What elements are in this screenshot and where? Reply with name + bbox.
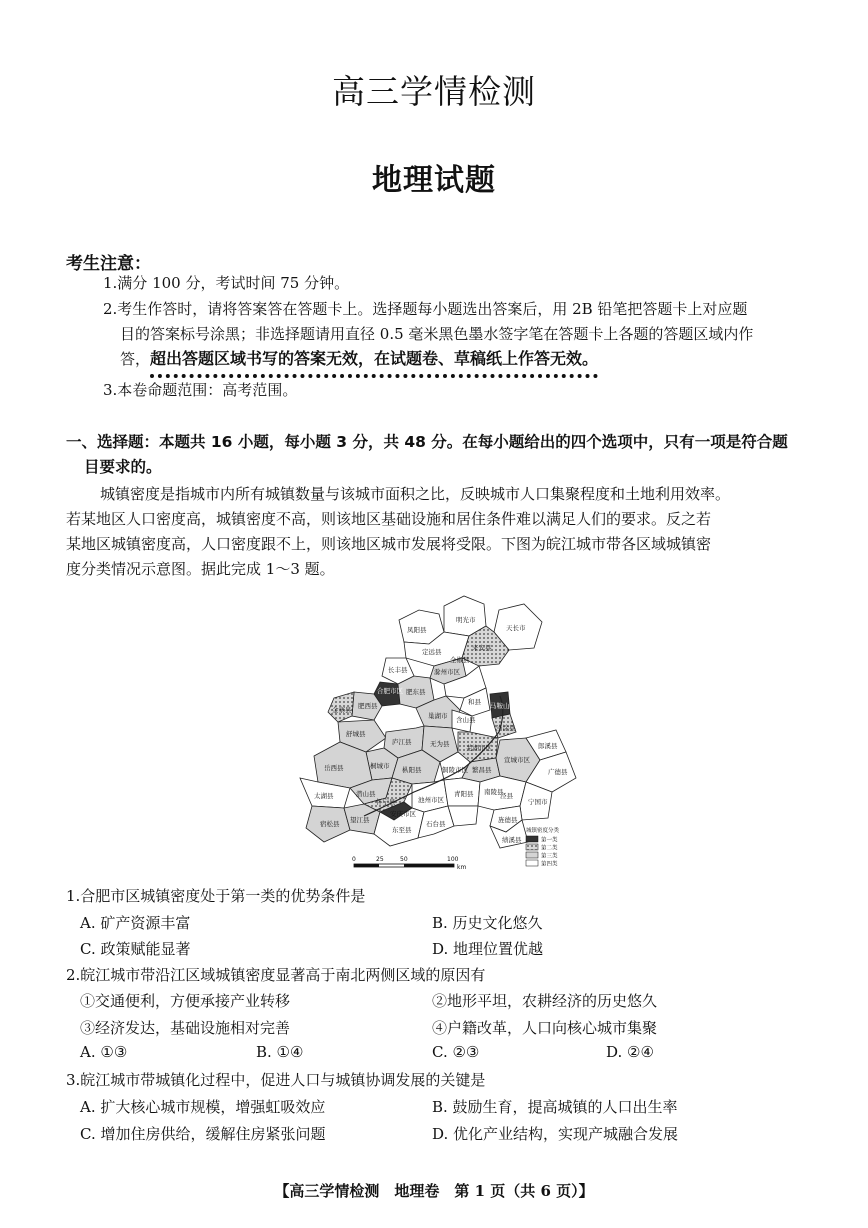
map-label: 肥东县 xyxy=(406,688,426,696)
scale-tick: 0 xyxy=(352,856,356,863)
passage-line-3: 某地区城镇密度高，人口密度跟不上，则该地区城市发展将受限。下图为皖江城市带各区域城镇密 xyxy=(66,535,712,553)
map-label: 宁国市 xyxy=(528,798,548,806)
notice-heading: 考生注意： xyxy=(66,254,151,274)
scale-tick: 25 xyxy=(376,856,384,863)
map-label: 肥西县 xyxy=(358,702,378,710)
notice-item-2-cont: 目的答案标号涂黑；非选择题请用直径 0.5 毫米黑色墨水签字笔在答题卡上各题的答题区域内作 xyxy=(120,325,754,343)
q3-option-b: B. 鼓励生育，提高城镇的人口出生率 xyxy=(432,1098,678,1116)
exam-title: 高三学情检测 xyxy=(332,72,536,111)
map-label: 繁昌县 xyxy=(472,766,492,774)
map-label: 含山县 xyxy=(456,716,476,724)
notice-item-2-tail: 答， xyxy=(120,350,151,368)
map-label: 马鞍山市区 xyxy=(490,702,523,710)
q2-option-c: C. ②③ xyxy=(432,1043,480,1061)
map-label: 明光市 xyxy=(456,616,476,624)
map-label: 宿松县 xyxy=(320,820,340,828)
map-label: 潜山县 xyxy=(356,790,376,798)
q1-option-d: D. 地理位置优越 xyxy=(432,940,544,958)
question-1-stem: 1.合肥市区城镇密度处于第一类的优势条件是 xyxy=(66,887,366,905)
map-label: 天长市 xyxy=(506,624,526,632)
scale-tick: 50 xyxy=(400,856,408,863)
map-label: 青阳县 xyxy=(454,790,474,798)
legend-title: 城镇密度分类 xyxy=(526,828,560,834)
q1-option-c: C. 政策赋能显著 xyxy=(80,940,191,958)
q2-option-a: A. ①③ xyxy=(80,1043,128,1061)
q2-statement-3: ③经济发达，基础设施相对完善 xyxy=(80,1019,291,1037)
notice-item-2: 2.考生作答时，请将答案答在答题卡上。选择题每小题选出答案后，用 2B 铅笔把答题卡上对应题 xyxy=(103,300,748,318)
notice-item-3: 3.本卷命题范围：高考范围。 xyxy=(103,381,298,399)
map-label: 望江县 xyxy=(350,816,370,824)
question-3-stem: 3.皖江城市带城镇化过程中，促进人口与城镇协调发展的关键是 xyxy=(66,1071,486,1089)
map-label: 无为县 xyxy=(430,740,450,748)
page-footer: 【高三学情检测 地理卷 第 1 页（共 6 页）】 xyxy=(274,1182,594,1200)
section-heading: 一、选择题：本题共 16 小题，每小题 3 分，共 48 分。在每小题给出的四个选项中，只有一项是符合题 xyxy=(66,433,788,451)
map-label: 舒城县 xyxy=(346,730,366,738)
legend-item: 第三类 xyxy=(541,853,558,860)
map-label: 东至县 xyxy=(392,826,412,834)
q2-statement-1: ①交通便利，方便承接产业转移 xyxy=(80,992,291,1010)
q2-statement-2: ②地形平坦，农耕经济的历史悠久 xyxy=(432,992,658,1010)
map-label: 凤阳县 xyxy=(407,626,427,634)
map-label: 来安县 xyxy=(472,644,492,652)
subject-title: 地理试题 xyxy=(372,163,496,198)
q3-option-a: A. 扩大核心城市规模，增强虹吸效应 xyxy=(80,1098,326,1116)
q2-statement-4: ④户籍改革，人口向核心城市集聚 xyxy=(432,1019,658,1037)
map-svg xyxy=(294,592,580,878)
legend-item: 第四类 xyxy=(541,861,558,868)
map-label: 金寨县 xyxy=(332,706,352,714)
scale-tick: 100 xyxy=(447,856,459,863)
map-label: 泾县 xyxy=(500,792,513,800)
passage-line-2: 若某地区人口密度高，城镇密度不高，则该地区基础设施和居住条件难以满足人们的要求。反之若 xyxy=(66,510,712,528)
map-label: 定远县 xyxy=(422,648,442,656)
section-heading-cont: 目要求的。 xyxy=(84,458,162,476)
map-label: 全椒县 xyxy=(450,656,470,664)
q3-option-c: C. 增加住房供给，缓解住房紧张问题 xyxy=(80,1125,326,1143)
q2-option-d: D. ②④ xyxy=(606,1043,654,1061)
map-label: 南陵县 xyxy=(484,788,504,796)
map-label: 芜湖市区 xyxy=(466,744,492,752)
map-legend xyxy=(526,826,560,868)
map-label: 池州市区 xyxy=(418,796,444,804)
q1-option-a: A. 矿产资源丰富 xyxy=(80,914,191,932)
map-label: 当涂县 xyxy=(496,724,516,732)
map-label: 安庆市区 xyxy=(390,810,416,818)
notice-item-1: 1.满分 100 分，考试时间 75 分钟。 xyxy=(103,274,350,292)
map-label: 绩溪县 xyxy=(502,836,522,844)
legend-item: 第二类 xyxy=(541,845,558,852)
map-label: 巢湖市 xyxy=(428,712,448,720)
map-label: 郎溪县 xyxy=(538,742,558,750)
map-label: 枞阳县 xyxy=(402,766,422,774)
map-label: 铜陵市区 xyxy=(442,766,468,774)
question-2-stem: 2.皖江城市带沿江区域城镇密度显著高于南北两侧区域的原因有 xyxy=(66,966,486,984)
q3-option-d: D. 优化产业结构，实现产城融合发展 xyxy=(432,1125,679,1143)
scale-unit: km xyxy=(457,864,467,871)
map-label: 长丰县 xyxy=(388,666,408,674)
map-label: 太湖县 xyxy=(314,792,334,800)
notice-item-2-end xyxy=(120,349,598,369)
q2-option-b: B. ①④ xyxy=(256,1043,304,1061)
map-label: 桐城市 xyxy=(370,762,390,770)
map-label: 和县 xyxy=(468,698,481,706)
passage-line-1: 城镇密度是指城市内所有城镇数量与该城市面积之比，反映城市人口集聚程度和土地利用效率。 xyxy=(100,485,731,503)
urban-density-map xyxy=(294,592,580,878)
map-label: 滁州市区 xyxy=(434,668,460,676)
scale-bar xyxy=(352,856,466,871)
map-label: 广德县 xyxy=(548,768,568,776)
map-label: 岳西县 xyxy=(324,764,344,772)
q1-option-b: B. 历史文化悠久 xyxy=(432,914,543,932)
passage-line-4: 度分类情况示意图。据此完成 1～3 题。 xyxy=(66,560,335,578)
legend-item: 第一类 xyxy=(541,837,558,844)
map-label: 庐江县 xyxy=(392,738,412,746)
map-label: 宣城市区 xyxy=(504,756,530,764)
map-label: 石台县 xyxy=(426,820,446,828)
map-label: 合肥市区 xyxy=(377,687,403,695)
map-label: 旌德县 xyxy=(498,816,518,824)
map-label: 怀宁县 xyxy=(376,798,396,806)
notice-emphasis: 超出答题区域书写的答案无效，在试题卷、草稿纸上作答无效。 xyxy=(150,349,598,378)
